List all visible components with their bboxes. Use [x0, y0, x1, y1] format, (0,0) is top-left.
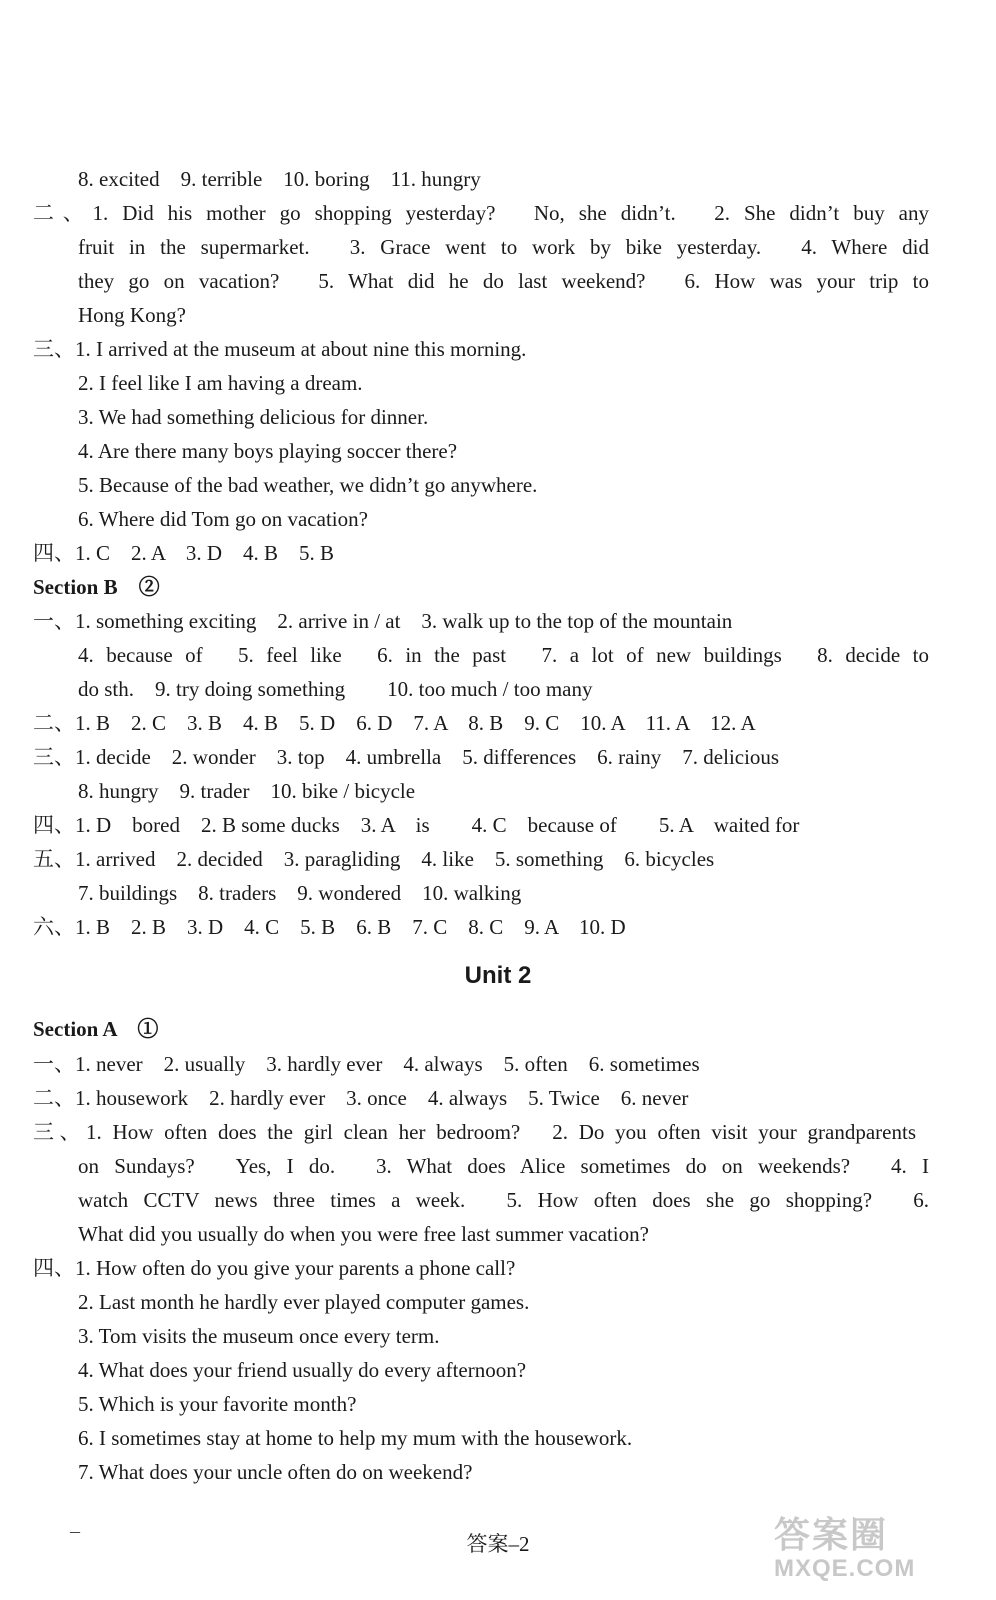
text-line: 2. I feel like I am having a dream.	[78, 371, 363, 395]
page-footer: 答案–2	[466, 1532, 530, 1556]
text-line: 四、1. C 2. A 3. D 4. B 5. B	[33, 541, 335, 565]
text-line: 4. What does your friend usually do every afternoon?	[78, 1358, 527, 1382]
text-line: they go on vacation? 5. What did he do last weekend? 6. How was your trip to	[78, 269, 929, 293]
watermark-logo	[774, 1516, 974, 1586]
text-line: fruit in the supermarket. 3. Grace went to work by bike yesterday. 4. Where did	[78, 235, 929, 259]
text-line: 三、1. How often does the girl clean her bedroom? 2. Do you often visit your grandparents	[33, 1120, 916, 1144]
text-line: 六、1. B 2. B 3. D 4. C 5. B 6. B 7. C 8. C 9. A 10. D	[33, 915, 626, 939]
text-line: 一、1. never 2. usually 3. hardly ever 4. always 5. often 6. sometimes	[33, 1052, 700, 1076]
text-line: 8. excited 9. terrible 10. boring 11. hungry	[78, 167, 481, 191]
text-line: 6. Where did Tom go on vacation?	[78, 507, 368, 531]
text-line: 4. Are there many boys playing soccer there?	[78, 439, 458, 463]
text-line: 5. Which is your favorite month?	[78, 1392, 357, 1416]
text-line: 二、1. B 2. C 3. B 4. B 5. D 6. D 7. A 8. B 9. C 10. A 11. A 12. A	[33, 711, 756, 735]
text-line: 五、1. arrived 2. decided 3. paragliding 4. like 5. something 6. bicycles	[33, 847, 715, 871]
section-heading: Section B ②	[33, 575, 160, 599]
text-line: 二、1. Did his mother go shopping yesterday? No, she didn’t. 2. She didn’t buy any	[33, 201, 929, 225]
text-line: 5. Because of the bad weather, we didn’t go anywhere.	[78, 473, 538, 497]
page-mark: –	[70, 1520, 80, 1542]
text-line: 2. Last month he hardly ever played computer games.	[78, 1290, 530, 1314]
text-line: 3. Tom visits the museum once every term.	[78, 1324, 440, 1348]
text-line: 四、1. D bored 2. B some ducks 3. A is 4. C because of 5. A waited for	[33, 813, 800, 837]
text-line: 一、1. something exciting 2. arrive in / at 3. walk up to the top of the mountain	[33, 609, 733, 633]
text-line: watch CCTV news three times a week. 5. How often does she go shopping? 6.	[78, 1188, 929, 1212]
watermark-text-bottom: MXQE.COM	[774, 1555, 916, 1582]
section-heading: Section A ①	[33, 1017, 159, 1041]
text-line: do sth. 9. try doing something 10. too much / too many	[78, 677, 593, 701]
text-line: on Sundays? Yes, I do. 3. What does Alice sometimes do on weekends? 4. I	[78, 1154, 929, 1178]
text-line: What did you usually do when you were free last summer vacation?	[78, 1222, 649, 1246]
text-line: 7. buildings 8. traders 9. wondered 10. walking	[78, 881, 522, 905]
text-line: 3. We had something delicious for dinner.	[78, 405, 429, 429]
unit-title: Unit 2	[464, 962, 532, 989]
text-line: Hong Kong?	[78, 303, 186, 327]
text-line: 三、1. decide 2. wonder 3. top 4. umbrella 5. differences 6. rainy 7. delicious	[33, 745, 780, 769]
text-line: 8. hungry 9. trader 10. bike / bicycle	[78, 779, 416, 803]
text-line: 三、1. I arrived at the museum at about nine this morning.	[33, 337, 527, 361]
text-line: 四、1. How often do you give your parents a phone call?	[33, 1256, 516, 1280]
text-line: 二、1. housework 2. hardly ever 3. once 4. always 5. Twice 6. never	[33, 1086, 689, 1110]
text-line: 7. What does your uncle often do on weekend?	[78, 1460, 473, 1484]
watermark-text-top: 答案圈	[774, 1515, 889, 1556]
text-line: 6. I sometimes stay at home to help my mum with the housework.	[78, 1426, 633, 1450]
text-line: 4. because of 5. feel like 6. in the past 7. a lot of new buildings 8. decide to	[78, 643, 929, 667]
